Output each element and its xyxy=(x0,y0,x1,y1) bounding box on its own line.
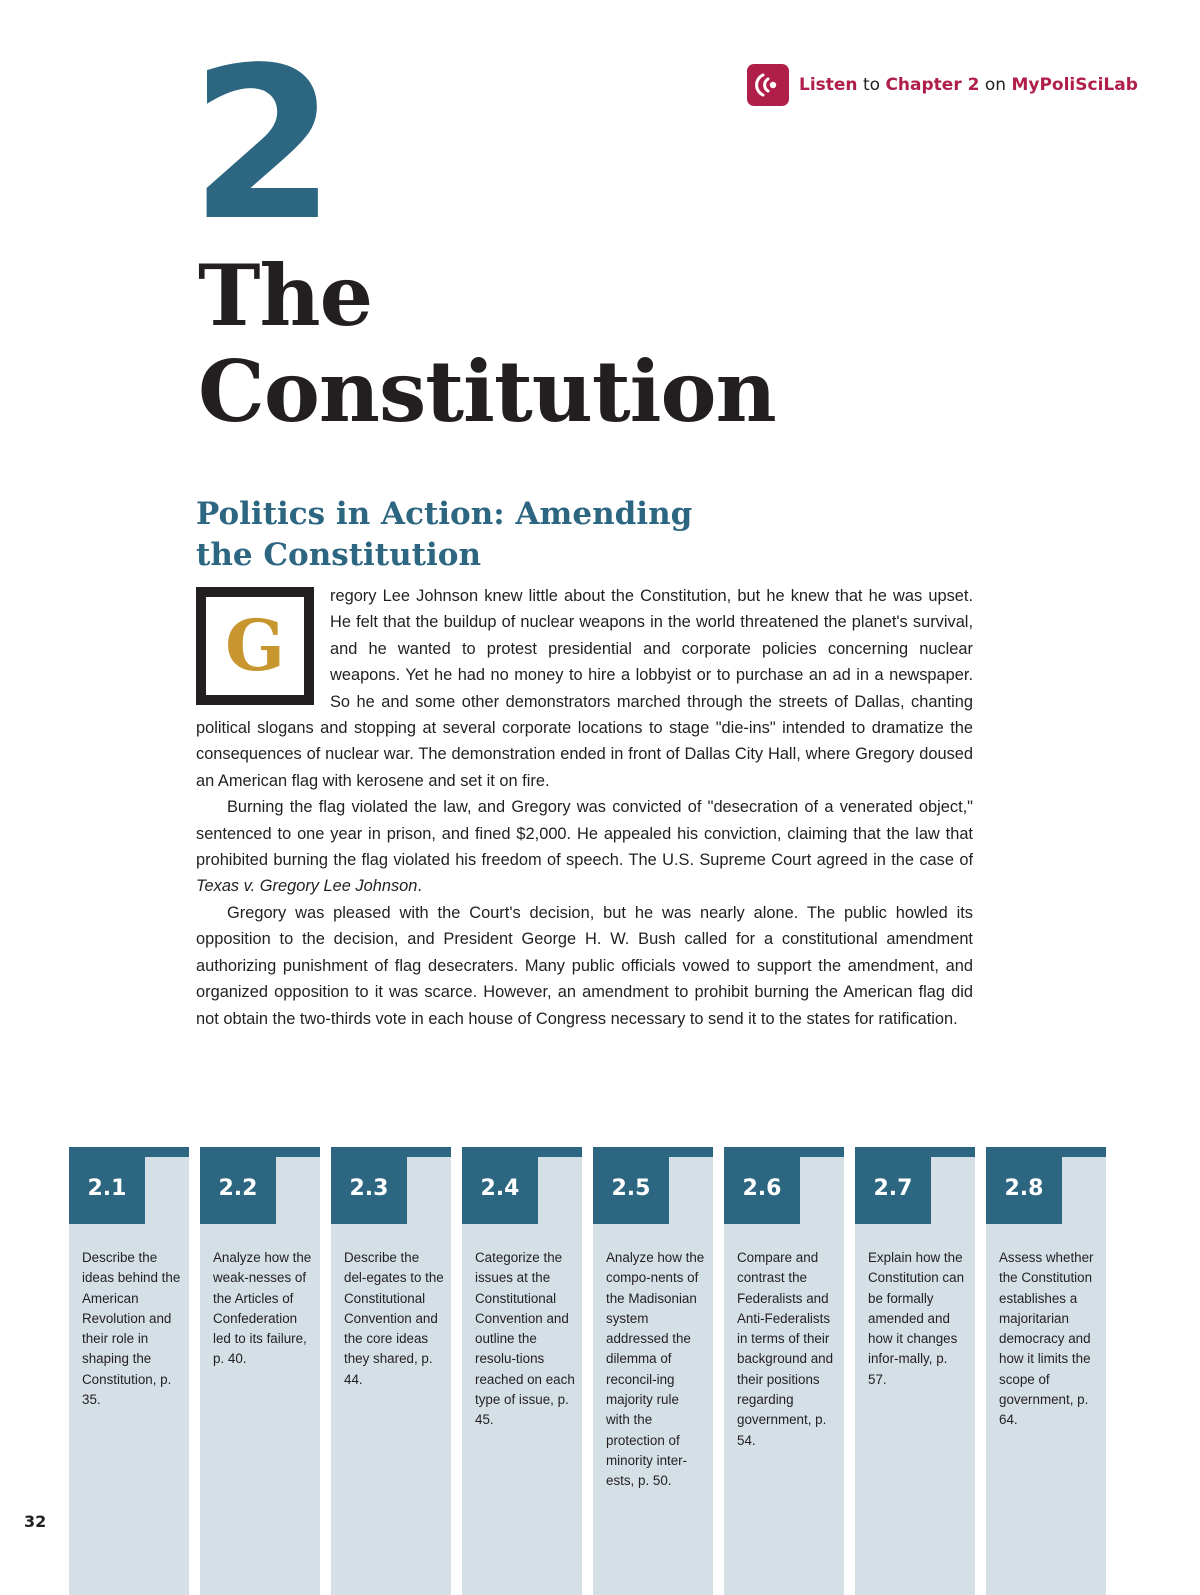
objective-number: 2.4 xyxy=(462,1147,538,1224)
paragraph-3: Gregory was pleased with the Court's decision, but he was nearly alone. The public howled its opposition to the decision, and President George H. W. Bush called for a constitutional amendment authorizing punishment of flag desecraters. Many public officials vowed to support the amendment, and organized opposition to it was scarce. However, an amendment to prohibit burning the American flag did not obtain the two-thirds vote in each house of Congress necessary to send it to the states for ratification. xyxy=(196,903,973,1028)
objective-text: Compare and contrast the Federalists and Anti-Federalists in terms of their background and their positions regarding government, p. 54. xyxy=(737,1250,834,1448)
objective-2-1 xyxy=(69,1147,189,1595)
listen-text xyxy=(799,75,1138,95)
page-number: 32 xyxy=(24,1512,47,1531)
section-title-line-1: Politics in Action: Amending xyxy=(196,496,693,532)
objective-2-6 xyxy=(724,1147,844,1595)
chapter-title-line-1: The xyxy=(198,246,373,345)
listen-word: Listen xyxy=(799,75,858,95)
objective-2-2 xyxy=(200,1147,320,1595)
objective-2-5 xyxy=(593,1147,713,1595)
objective-text: Analyze how the weak-nesses of the Articles of Confederation led to its failure, p. 40. xyxy=(213,1250,312,1367)
objective-number: 2.1 xyxy=(69,1147,145,1224)
chapter-number: 2 xyxy=(190,22,333,267)
body-text xyxy=(196,583,973,1032)
objective-text: Assess whether the Constitution establishes a majoritarian democracy and how it limits the scope of government, p. 64. xyxy=(999,1250,1094,1428)
mypoliscilab-word: MyPoliSciLab xyxy=(1011,75,1138,95)
objective-number: 2.2 xyxy=(200,1147,276,1224)
dropcap: G xyxy=(196,587,314,705)
objective-number: 2.5 xyxy=(593,1147,669,1224)
section-title-line-2: the Constitution xyxy=(196,537,481,573)
objective-text: Analyze how the compo-nents of the Madisonian system addressed the dilemma of reconcil-ing majority rule with the protection of minority inter-ests, p. 50. xyxy=(606,1250,705,1489)
objective-2-7 xyxy=(855,1147,975,1595)
to-word: to xyxy=(862,75,881,95)
listen-chapter-link[interactable] xyxy=(747,64,1138,106)
objective-number: 2.8 xyxy=(986,1147,1062,1224)
case-name: Texas v. Gregory Lee Johnson xyxy=(196,877,418,896)
chapter-title-line-2: Constitution xyxy=(198,342,776,441)
chapter-title xyxy=(198,248,776,440)
on-word: on xyxy=(984,75,1007,95)
objective-text: Explain how the Constitution can be formally amended and how it changes infor-mally, p. 57. xyxy=(868,1250,965,1387)
paragraph-1: regory Lee Johnson knew little about the Constitution, but he knew that he was upset. He felt that the buildup of nuclear weapons in the world threatened the planet's survival, and he wanted to protest presidential and corporate policies concerning nuclear weapons. Yet he had no money to hire a lobbyist or to purchase an ad in a newspaper. So he and some other demonstrators marched through the streets of Dallas, chanting political slogans and stopping at several corporate locations to stage "die-ins" intended to dramatize the consequences of nuclear war. The demonstration ended in front of Dallas City Hall, where Gregory doused an American flag with kerosene and set it on fire. xyxy=(196,587,973,790)
paragraph-2 xyxy=(196,794,973,900)
objective-number: 2.6 xyxy=(724,1147,800,1224)
objective-text: Categorize the issues at the Constitutional Convention and outline the resolu-tions reached on each type of issue, p. 45. xyxy=(475,1250,575,1428)
objective-number: 2.3 xyxy=(331,1147,407,1224)
paragraph-2-text: Burning the flag violated the law, and Gregory was convicted of "desecration of a venerated object," sentenced to one year in prison, and fined $2,000. He appealed his conviction, claiming that the law that prohibited burning the flag violated his freedom of speech. The U.S. Supreme Court agreed in the case of xyxy=(196,798,973,870)
section-title xyxy=(196,494,692,576)
objective-2-4 xyxy=(462,1147,582,1595)
objective-number: 2.7 xyxy=(855,1147,931,1224)
objective-2-8 xyxy=(986,1147,1106,1595)
objective-text: Describe the del-egates to the Constitutional Convention and the core ideas they shared, p. 44. xyxy=(344,1250,444,1387)
paragraph-2-end: . xyxy=(417,877,422,896)
audio-waves-icon xyxy=(747,64,789,106)
chapter-word: Chapter 2 xyxy=(885,75,980,95)
objective-text: Describe the ideas behind the American Revolution and their role in shaping the Constitution, p. 35. xyxy=(82,1250,181,1408)
objective-2-3 xyxy=(331,1147,451,1595)
